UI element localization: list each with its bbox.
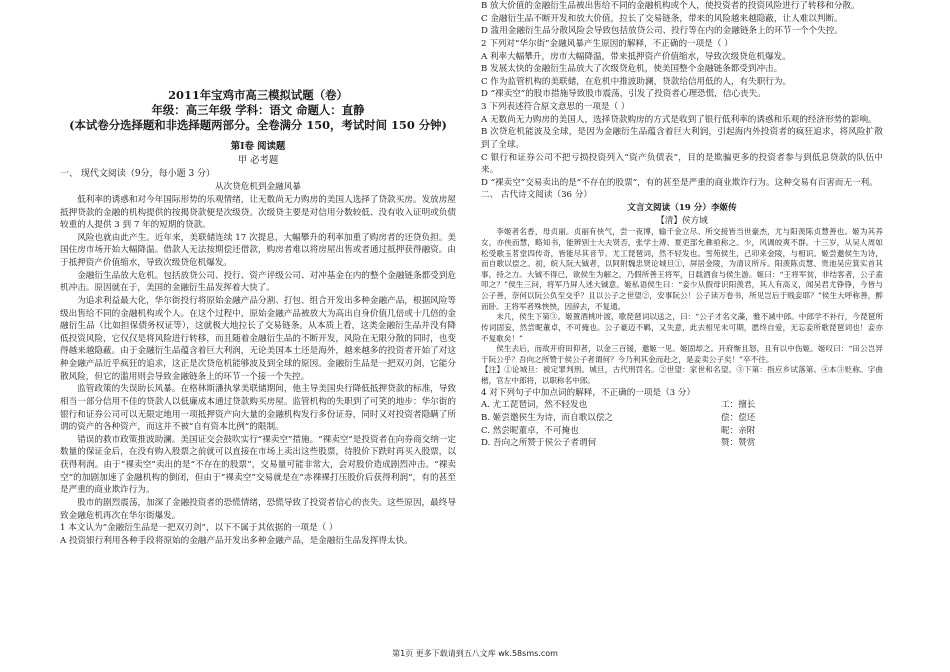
page-footer: 第1页 更多下载请到五八文库 wk.58sms.com <box>392 649 558 658</box>
volume-heading: 第Ⅰ卷 阅读题 <box>230 141 286 153</box>
question-1-option-c: C 金融衍生品不断开发和放大价值，拉长了交易链条，带来的风险越来越隐蔽，让人难以判断。 <box>481 13 843 24</box>
question-2-option-b: B 发展太快的金融衍生品放大了次级贷危机，使美国整个金融链条都受到冲击。 <box>481 64 783 75</box>
question-4-option-c <box>481 425 883 438</box>
question-4-option-b <box>481 412 883 425</box>
exam-meta: 年级：高三年级 学科：语文 命题人：直静 <box>151 102 365 117</box>
article-paragraph: 金融衍生品放大危机。包括放贷公司、投行、资产评级公司、对冲基金在内的整个金融链条都受到危机冲击。原因就在于，美国的金融衍生品发挥着大快了。 <box>60 270 456 294</box>
option-sentence: D. 吾向之所赞于侯公子者谓何 <box>481 438 597 449</box>
classical-title: 文言文阅读（19 分）李姬传 <box>627 203 737 213</box>
exam-instructions: (本试卷分选择题和非选择题两部分。全卷满分 150，考试时间 150 分钟) <box>69 117 447 132</box>
question-2-option-c: C 作为监管机构的美联储，在危机中推波助澜，贷款给信用低的人，有失职行为。 <box>481 76 792 87</box>
classical-notes: 【注】①论城旦：被定罪判刑。城旦，古代刑罚名。②世望：家世和名望。③下第：指应乡试落第。④本③贬称。字曲楷，官左中郎将，以职称名中郎。 <box>481 365 883 385</box>
left-column <box>60 0 456 632</box>
option-sentence: B. 姬尝邀侯生为诗，而自歌以偿之 <box>481 412 614 423</box>
option-gloss: 赞：赞赏 <box>721 438 756 449</box>
classical-heading: 二、 古代诗文阅读（36 分） <box>481 190 592 201</box>
article-paragraph: 错误的救市政策推波助澜。美国证交会鼓吹实行“裸卖空”措施。“裸卖空”是投资者在向券商交纳一定数量的保证金后，在没有购入股票之前就可以直接在市场上卖出这些股票，待股价下跌时再买入股票，以获得利润。由于“裸卖空”卖出的是“不存在的股票”，交易量可能非常大，会对股价造成剧烈冲击。“裸卖空”的加剧加速了金融机构的倒闭，但由于“裸卖空”交易就是在“赤裸裸打压股价后获得利润”，有的甚至是严重的商业欺诈行为。 <box>60 434 456 496</box>
question-1-option-d: D 滥用金融衍生品分散风险会导致包括放贷公司、投行等在内的金融链条上的环节一个个失控。 <box>481 26 843 37</box>
article-paragraph: 股市的剧烈震荡，加深了金融投资者的恐慌情绪，恐慌导致了投资者信心的丧失。这些原因，最终导致金融危机再次在华尔街爆发。 <box>60 497 456 521</box>
question-3-option-d: D “裸卖空”交易卖出的是“不存在的股票”，有的甚至是严重的商业欺诈行为。这种交易有百害而无一利。 <box>481 177 878 188</box>
question-4-stem: 4 对下列句子中加点词的解释，不正确的一项是（3 分） <box>481 387 696 398</box>
option-gloss: 偿：偿还 <box>721 412 756 423</box>
right-column <box>481 0 883 632</box>
classical-text: 侯生去后，而故开府田仰者，以金三百锾，邀姬一见。姬固却之。开府惭且怒，且有以中伤姬。姬叹曰：“田公岂异于阮公乎？吾向之所赞于侯公子者谓何？今乃利其金而赴之，是妾卖公子矣！”卒不往。 <box>481 344 883 364</box>
question-1-stem: 1 本文认为“金融衍生品是一把双刃剑”，以下不属于其依据的一项是（ ） <box>60 523 338 534</box>
article-paragraph: 风险也就由此产生。近年来，美联储连续 17 次提息，大幅攀升的利率加重了购房者的还贷负担。美国住房市场开始大幅降温。借款人无法按期偿还借款，购房者难以将房屋出售或者通过抵押获得融资。由于抵押资产价值缩水，导致次级贷危机爆发。 <box>60 232 456 269</box>
question-1-option-a: A 投资银行利用各种手段将原始的金融产品开发出多种金融产品，是金融衍生品发挥得太快。 <box>60 535 413 546</box>
question-2-stem: 2 下列对“华尔街”金融风暴产生原因的解释，不正确的一项是（ ） <box>481 38 733 49</box>
question-2-option-d: D “裸卖空”的股市措施导致股市震荡，引发了投资者心理恐慌，信心丧失。 <box>481 89 766 100</box>
exam-title: 2011年宝鸡市高三模拟试题（卷） <box>168 88 348 102</box>
question-3-option-b: B 次贷危机能波及全球，是因为金融衍生品蕴含着巨大利润，引起海内外投资者的疯狂追求，将风险扩散到了全球。 <box>481 127 883 150</box>
question-3-stem: 3 下列表述符合原文意思的一项是（ ） <box>481 102 630 112</box>
option-gloss: 工：擅长 <box>721 400 756 411</box>
option-sentence: A. 尤工琵琶词，然不轻发也 <box>481 400 588 411</box>
article-title: 从次贷危机到金融风暴 <box>215 182 301 193</box>
classical-text: 李姬者名香，母贞丽。贞丽有侠气，尝一夜博，输千金立尽。所交接皆当世豪杰，尤与阳羡陈贞慧善也。姬为其养女，亦侠而慧，略知书，能辨别士大夫贤否，张学士溥、夏吏部允彝亟称之。少，风调皎爽不群。十三岁，从吴人周如松受歌玉茗堂四传奇，皆能尽其音节。尤工琵琶词，然不轻发也。雪苑侯生，己卯来金陵，与相识。姬尝邀侯生为诗，而自歌以偿之。初，皖人阮大铖者，以阿附魏忠贤论城旦①，屏居金陵，为清议所斥。阳羡陈贞慧、贵池吴应箕实首其事，持之力。大铖不得已，欲侯生为解之，乃假所善王将军，日载酒食与侯生游。姬曰：“王将军贫，非结客者，公子盍叩之？”侯生三问，将军乃屏人述大铖意。姬私语侯生曰：“妾少从假母识阳羡君，其人有高义，闻吴君尤铮铮，今皆与公子善，奈何以阮公负至交乎？且以公子之世望②，安事阮公！公子读万卷书，所见岂后于贱妾耶？”侯生大呼称善，醉而卧。王将军者殊怏怏，因辞去，不复通。 <box>481 227 883 311</box>
option-gloss: 昵：亲附 <box>721 425 756 436</box>
classical-text: 未几，侯生下第③。姬置酒桃叶渡，歌琵琶词以送之，曰：“公子才名文藻，雅不减中郎。中郎学不补行，今琵琶所传词固妄，然尝昵董卓，不可掩也。公子豪迈不羁，又失意，此去相见未可期，愿终自爱，无忘妾所歌琵琶词也！妾亦不复歌矣！” <box>481 312 883 343</box>
question-4-option-a <box>481 399 883 412</box>
question-2-option-a: A 利率大幅攀升，房市大幅降温，带来抵押资产价值缩水，导致次级贷危机爆发。 <box>481 51 791 62</box>
modern-reading-heading: 一、 现代文阅读（9分，每小题 3 分） <box>60 169 216 180</box>
question-4-option-d <box>481 437 883 450</box>
question-1-option-b: B 放大价值的金融衍生品被出售给不同的金融机构或个人，使投资者的投资风险进行了转移和分散。 <box>481 1 860 11</box>
article-paragraph: 监管政策的失误助长风暴。在格林斯潘执掌美联储期间，他主导美国央行降低抵押贷款的标准，导致相当一部分信用不佳的贷款人以低廉成本通过贷款购买房屋。监管机构的失职到了可笑的地步：华尔街的银行和证券公司可以无限定地用一项抵押资产向大量的金融机构发行多份证券，同时又对投资者隐瞒了所谓的资产的各种资产，而这并不被“自有资本比例”的限制。 <box>60 384 456 433</box>
option-sentence: C. 然尝昵董卓，不可掩也 <box>481 425 579 436</box>
article-paragraph: 低利率的诱惑和对今年国际形势的乐观情绪，让无数尚无力购房的美国人选择了贷款买房。发放房屋抵押贷款的金融的机构提供的按揭贷款便是次级贷。次级贷主要是对信用分数较低、没有收入证明或负债较重的人提供 3 到 7 年的短期的贷款。 <box>60 194 456 231</box>
part-heading: 甲 必考题 <box>237 155 279 167</box>
classical-author: 【清】侯方域 <box>656 215 708 226</box>
question-3-option-c: C 银行和证券公司不把亏损投资列入“资产负债表”，目的是欺骗更多的投资者参与到低息贷款的队伍中来。 <box>481 152 883 176</box>
article-paragraph: 为追求利益最大化，华尔街投行将原始金融产品分割、打包、组合开发出多种金融产品，根据风险等级出售给不同的金融机构或个人。在这个过程中，原始金融产品被放大为高出自身价值几倍或十几倍的金融衍生品（比如担保债务权证等），这就极大地拉长了交易链条。从本质上看，这类金融衍生品并没有降低投资风险，它仅仅是将风险进行转移，而且随着金融衍生品的不断开发，风险在无限分散的同时，也变得越来越隐蔽。由于金融衍生品蕴含着巨大利润，无论美国本土还是海外，越来越多的投资者开始了对这种金融产品近乎疯狂的追求，这正是次贷危机能够波及到全球的原因。金融衍生品是一把双刃剑，它能分散风险，但它的滥用则会导致金融链条上的环节一个接一个失控。 <box>60 295 456 382</box>
question-3-option-a: A 无数尚无力购房的美国人，选择贷款购房的方式是收到了银行低利率的诱惑和乐观的经济形势的影响。 <box>481 114 877 125</box>
